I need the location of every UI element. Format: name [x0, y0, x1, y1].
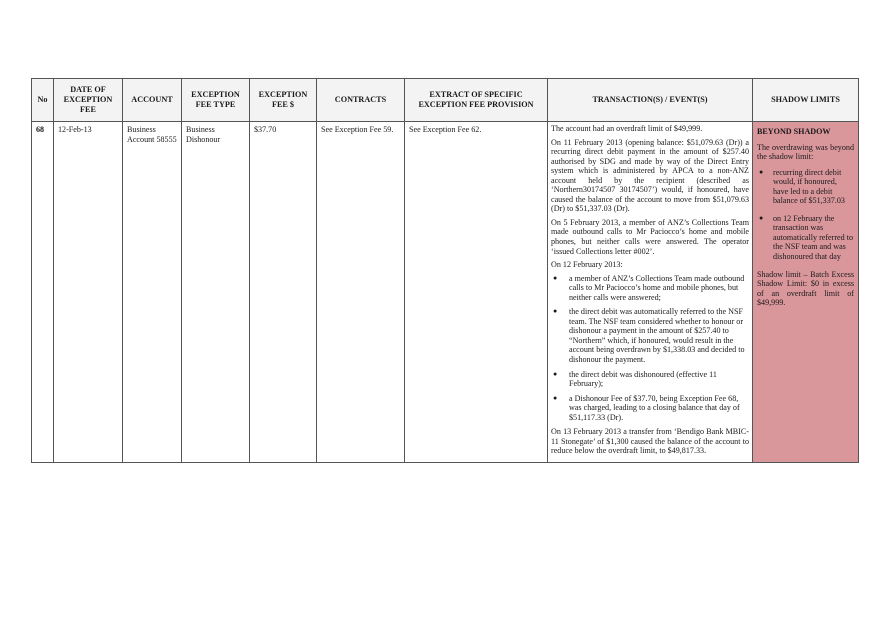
header-transactions: TRANSACTION(S) / EVENT(S)	[548, 79, 753, 122]
cell-extract: See Exception Fee 62.	[405, 122, 548, 463]
list-item	[551, 370, 749, 389]
list-item-text: a Dishonour Fee of $37.70, being Exception Fee 68, was charged, leading to a closing balance that day of $51,117.33 (Dr).	[569, 393, 740, 422]
header-extract: EXTRACT OF SPECIFIC EXCEPTION FEE PROVISION	[405, 79, 548, 122]
cell-fee-type: Business Dishonour	[182, 122, 250, 463]
cell-account: Business Account 58555	[123, 122, 182, 463]
list-item-text: recurring direct debit would, if honoured, have led to a debit balance of $51,337.03	[773, 167, 845, 206]
table-header	[32, 79, 859, 122]
bullet-icon: ●	[553, 307, 558, 316]
shadow-bullet-list	[757, 168, 854, 262]
cell-transactions	[548, 122, 753, 463]
list-item-text: a member of ANZ’s Collections Team made outbound calls to Mr Paciocco’s home and mobile phones, but neither calls were answered;	[569, 273, 745, 302]
exception-fee-table	[31, 78, 859, 463]
cell-no: 68	[32, 122, 54, 463]
list-item	[551, 307, 749, 364]
header-fee: EXCEPTION FEE $	[250, 79, 317, 122]
table-row	[32, 122, 859, 463]
shadow-paragraph: The overdrawing was beyond the shadow limit:	[757, 142, 854, 162]
cell-shadow-limits	[753, 122, 859, 463]
bullet-icon: ●	[553, 273, 558, 282]
bullet-icon: ●	[553, 369, 558, 378]
cell-contracts: See Exception Fee 59.	[317, 122, 405, 463]
list-item-text: the direct debit was dishonoured (effective 11 February);	[569, 369, 717, 389]
txn-bullet-list	[551, 274, 749, 423]
bullet-icon: ●	[553, 393, 558, 402]
bullet-icon: ●	[759, 167, 764, 176]
list-item-text: on 12 February the transaction was automatically referred to the NSF team and was dishonoured that day	[773, 213, 853, 262]
header-date: DATE OF EXCEPTION FEE	[54, 79, 123, 122]
cell-fee: $37.70	[250, 122, 317, 463]
list-item	[757, 168, 854, 206]
shadow-title: BEYOND SHADOW	[757, 127, 831, 136]
shadow-paragraph: Shadow limit – Batch Excess Shadow Limit: $0 in excess of an overdraft limit of $49,999.	[757, 269, 854, 308]
header-fee-type: EXCEPTION FEE TYPE	[182, 79, 250, 122]
bullet-icon: ●	[759, 213, 764, 222]
list-item	[551, 394, 749, 423]
list-item-text: the direct debit was automatically referred to the NSF team. The NSF team considered whether to honour or dishonour a payment in the amount of $257.40 to “Northern” which, if honoured, would result in the account being overdrawn by $1,338.03 and decided to dishonour the payment.	[569, 307, 745, 365]
cell-date: 12-Feb-13	[54, 122, 123, 463]
header-shadow-limits: SHADOW LIMITS	[753, 79, 859, 122]
txn-paragraph: On 12 February 2013:	[551, 260, 623, 270]
list-item	[757, 214, 854, 262]
txn-paragraph: On 11 February 2013 (opening balance: $51,079.63 (Dr)) a recurring direct debit payment in the amount of $257.40 authorised by SDG and made by way of the Direct Entry system which is administered by APCA to a non-ANZ account held by the recipient (described as ‘Northern30174507 30174507’) would, if honoured, have caused the balance of the account to move from $51,079.63 (Dr) to $51,337.03 (Dr).	[551, 137, 749, 214]
header-account: ACCOUNT	[123, 79, 182, 122]
txn-paragraph: On 5 February 2013, a member of ANZ’s Collections Team made outbound calls to Mr Paciocco’s home and mobile phones, but neither calls were answered. The operator ‘issued Collections letter #002’.	[551, 217, 749, 256]
txn-paragraph: On 13 February 2013 a transfer from ‘Bendigo Bank MBIC-11 Stonegate’ of $1,300 caused the balance of the account to reduce below the overdraft limit, to $49,817.33.	[551, 427, 749, 456]
header-contracts: CONTRACTS	[317, 79, 405, 122]
list-item	[551, 274, 749, 303]
header-no: No	[32, 79, 54, 122]
txn-paragraph: The account had an overdraft limit of $49,999.	[551, 124, 703, 133]
